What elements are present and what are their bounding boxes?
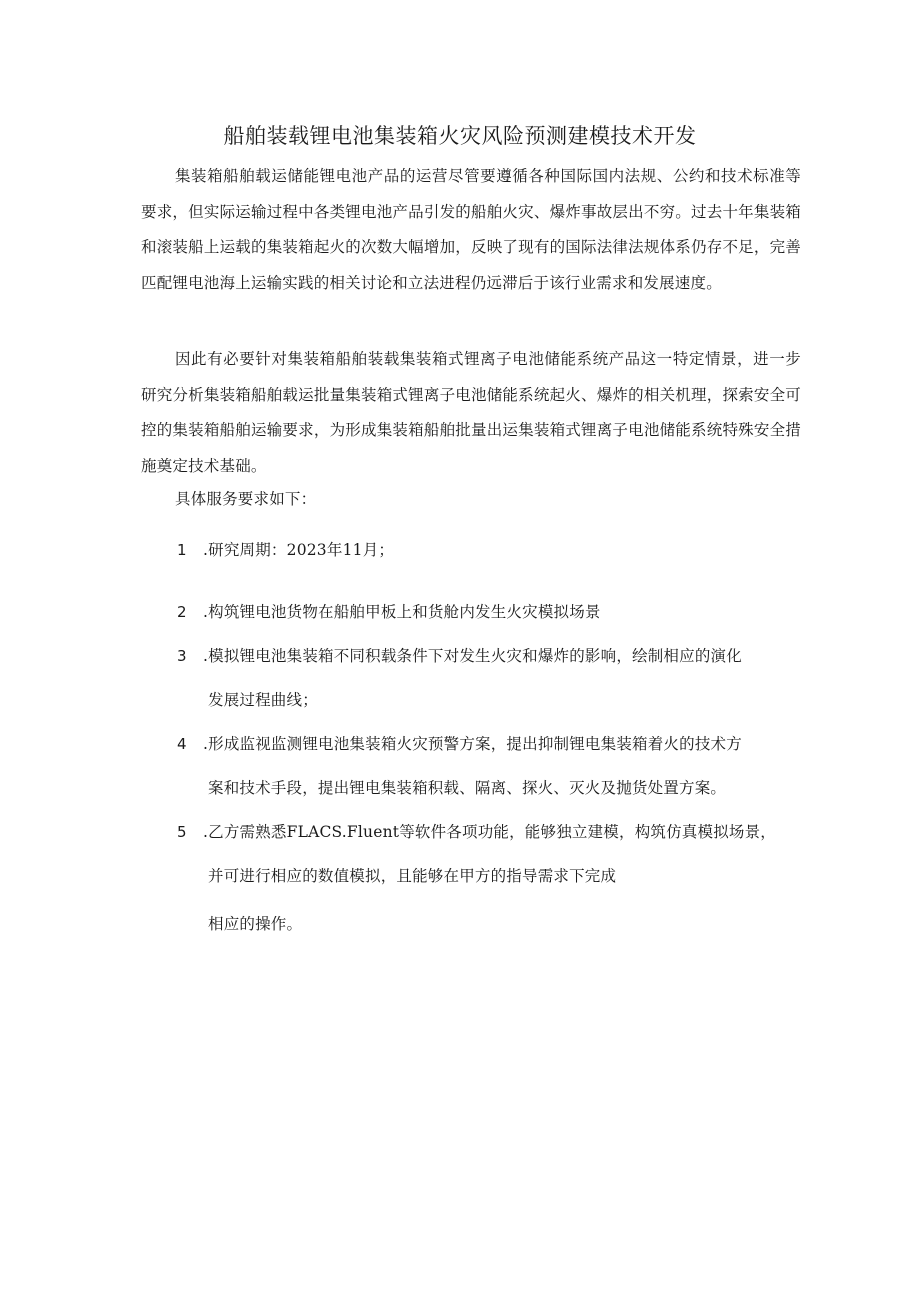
list-item-number: 4 xyxy=(177,735,187,753)
requirements-lead: 具体服务要求如下： xyxy=(175,490,317,508)
list-item-text-continued: 相应的操作。 xyxy=(208,915,303,933)
list-item-text: .模拟锂电池集装箱不同积载条件下对发生火灾和爆炸的影响，绘制相应的演化 xyxy=(203,647,742,665)
list-item-text: .构筑锂电池货物在船舶甲板上和货舱内发生火灾模拟场景 xyxy=(203,603,601,621)
list-item-text: .形成监视监测锂电池集装箱火灾预警方案，提出抑制锂电集装箱着火的技术方 xyxy=(203,735,742,753)
paragraph-background: 集装箱船舶载运储能锂电池产品的运营尽管要遵循各种国际国内法规、公约和技术标准等要求，但实际运输过程中各类锂电池产品引发的船舶火灾、爆炸事故层出不穷。过去十年集装箱和滚装船上运载的集装箱起火的次数大幅增加，反映了现有的国际法律法规体系仍存不足，完善匹配锂电池海上运输实践的相关讨论和立法进程仍远滞后于该行业需求和发展速度。 xyxy=(141,167,801,292)
list-item-number: 2 xyxy=(177,603,187,621)
list-item-text-continued: 并可进行相应的数值模拟，且能够在甲方的指导需求下完成 xyxy=(208,867,617,885)
document-title: 船舶装载锂电池集装箱火灾风险预测建模技术开发 xyxy=(223,124,697,148)
list-item-number: 1 xyxy=(177,541,187,559)
list-item-number: 5 xyxy=(177,823,187,841)
list-item-text: .乙方需熟悉FLACS.Fluent等软件各项功能，能够独立建模，构筑仿真模拟场景， xyxy=(203,823,777,841)
list-item-number: 3 xyxy=(177,647,187,665)
paragraph-purpose: 因此有必要针对集装箱船舶装载集装箱式锂离子电池储能系统产品这一特定情景，进一步研究分析集装箱船舶载运批量集装箱式锂离子电池储能系统起火、爆炸的相关机理，探索安全可控的集装箱船舶运输要求，为形成集装箱船舶批量出运集装箱式锂离子电池储能系统特殊安全措施奠定技术基础。 xyxy=(141,350,801,475)
list-item-text: .研究周期：2023年11月； xyxy=(203,541,395,559)
list-item-text-continued: 发展过程曲线； xyxy=(208,691,318,709)
list-item-text-continued: 案和技术手段，提出锂电集装箱积载、隔离、探火、灭火及抛货处置方案。 xyxy=(208,779,727,797)
